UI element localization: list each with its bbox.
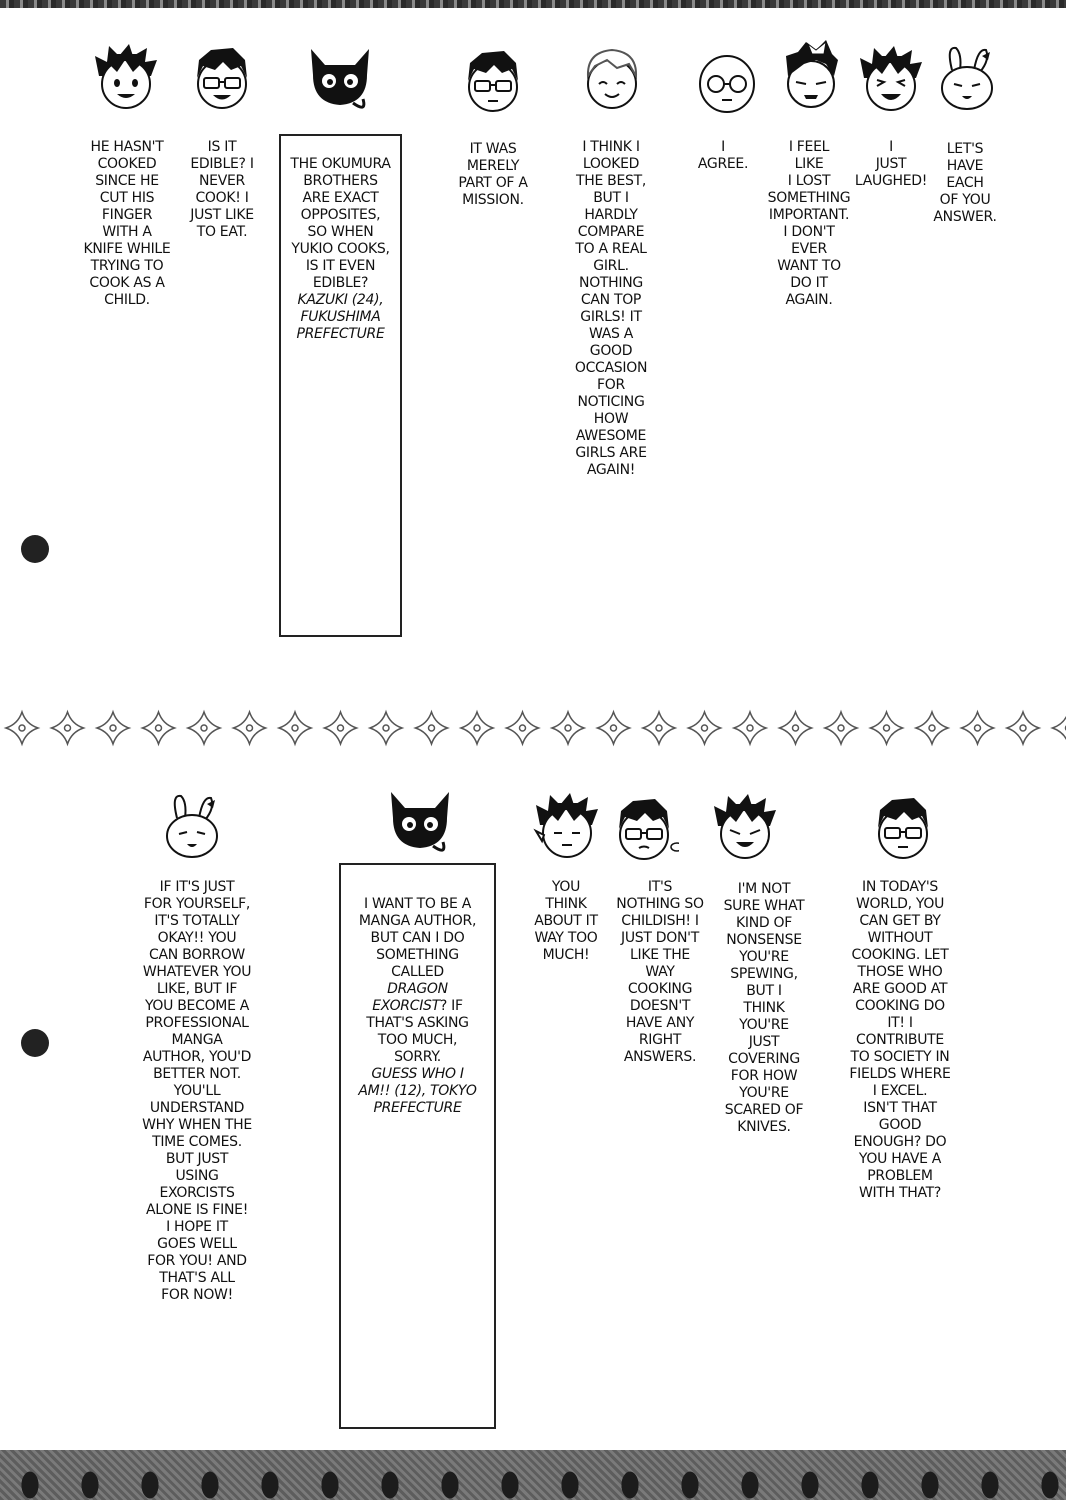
- shima-comment-top: I THINK I LOOKED THE BEST, BUT I HARDLY COMPARE TO A REAL GIRL. NOTHING CAN TOP GIRLS! IT WAS A GOOD OCCASION FOR NOTICING HOW AWESOME GIRLS ARE AGAIN!: [574, 139, 648, 478]
- rin-face-icon: [856, 44, 926, 114]
- ornament-dot: [1020, 725, 1026, 731]
- top-border-strip: [0, 0, 1066, 8]
- ornament-star: [871, 712, 903, 744]
- ornament-star: [643, 712, 675, 744]
- ornament-dot: [747, 725, 753, 731]
- binder-hole-top: [21, 535, 49, 563]
- yukio-face-icon: [458, 45, 528, 115]
- yukio-face-icon: [868, 792, 938, 862]
- binder-hole-bottom: [21, 1029, 49, 1057]
- rin-comment-top: HE HASN'T COOKED SINCE HE CUT HIS FINGER WITH A KNIFE WHILE TRYING TO COOK AS A CHILD.: [83, 139, 171, 308]
- ornament-dot: [565, 725, 571, 731]
- yukio-comment-society: IN TODAY'S WORLD, YOU CAN GET BY WITHOUT COOKING. LET THOSE WHO ARE GOOD AT COOKING DO IT! I CONTRIBUTE TO SOCIETY IN FIELDS WHERE I EXCEL. ISN'T THAT GOOD ENOUGH? DO YOU HAVE A PROBLEM WITH THAT?: [849, 879, 951, 1201]
- ornament-star: [416, 712, 448, 744]
- konekomaru-face-icon: [692, 46, 762, 116]
- ornament-star: [234, 712, 266, 744]
- ornament-star: [734, 712, 766, 744]
- rin-comment-bottom: YOU THINK ABOUT IT WAY TOO MUCH!: [534, 879, 598, 963]
- bunny-comment-top: LET'S HAVE EACH OF YOU ANSWER.: [933, 141, 997, 225]
- yukio-comment-mission: IT WAS MERELY PART OF A MISSION.: [458, 141, 528, 208]
- rin-face-icon: [532, 791, 602, 861]
- reader-credit-bottom: GUESS WHO I AM!! (12), TOKYO PREFECTURE: [358, 1066, 477, 1116]
- ornament-dot: [474, 725, 480, 731]
- ornament-star: [143, 712, 175, 744]
- reader-question-top: [281, 139, 400, 360]
- ornament-dot: [110, 725, 116, 731]
- ornament-dot: [975, 725, 981, 731]
- ornament-dot: [19, 725, 25, 731]
- ornament-star: [279, 712, 311, 744]
- bunny-comment-bottom: IF IT'S JUST FOR YOURSELF, IT'S TOTALLY OKAY!! YOU CAN BORROW WHATEVER YOU LIKE, BUT IF YOU BECOME A PROFESSIONAL MANGA AUTHOR, YOU'D BETTER NOT. YOU'LL UNDERSTAND WHY WHEN THE TIME COMES. BUT JUST USING EXORCISTS ALONE IS FINE! I HOPE IT GOES WELL FOR YOU! AND THAT'S ALL FOR NOW!: [142, 879, 252, 1303]
- rin-face-icon: [710, 792, 780, 862]
- ornament-star: [97, 712, 129, 744]
- ornament-star: [6, 712, 38, 744]
- reader-question-bottom: [341, 879, 494, 1134]
- ornament-star: [370, 712, 402, 744]
- reader-question-bottom-text: I WANT TO BE A MANGA AUTHOR, BUT CAN I DO SOMETHING CALLED: [358, 896, 477, 980]
- bottom-border-band: [0, 1450, 1066, 1500]
- bon-face-icon: [776, 40, 846, 110]
- konekomaru-comment-top: I AGREE.: [697, 139, 749, 172]
- shima-face-icon: [577, 42, 647, 112]
- ornament-dot: [611, 725, 617, 731]
- ornament-dot: [156, 725, 162, 731]
- ornament-dot: [929, 725, 935, 731]
- ornament-star: [689, 712, 721, 744]
- ornament-dot: [884, 725, 890, 731]
- ornament-dot: [793, 725, 799, 731]
- ornament-star: [461, 712, 493, 744]
- ornament-star: [780, 712, 812, 744]
- ornament-dot: [702, 725, 708, 731]
- ornament-dot: [292, 725, 298, 731]
- ornament-star: [52, 712, 84, 744]
- ornament-star: [962, 712, 994, 744]
- reader-credit-top: KAZUKI (24), FUKUSHIMA PREFECTURE: [296, 292, 385, 342]
- ornament-star: [188, 712, 220, 744]
- ornament-star: [1007, 712, 1039, 744]
- ornament-star: [325, 712, 357, 744]
- ornament-dot: [383, 725, 389, 731]
- ornament-dot: [520, 725, 526, 731]
- reader-question-bottom-text2: ? IF THAT'S ASKING TOO MUCH, SORRY.: [366, 998, 469, 1065]
- ornament-star: [1053, 712, 1066, 744]
- kuro-cat-icon: [305, 45, 375, 115]
- ornament-dot: [338, 725, 344, 731]
- ornament-star: [507, 712, 539, 744]
- ornament-star: [825, 712, 857, 744]
- yukio-face-icon: [609, 793, 679, 863]
- reader-question-top-text: THE OKUMURA BROTHERS ARE EXACT OPPOSITES, SO WHEN YUKIO COOKS, IS IT EVEN EDIBLE?: [290, 156, 391, 291]
- kuro-cat-icon: [385, 788, 455, 858]
- ornament-star: [916, 712, 948, 744]
- ornament-star: [552, 712, 584, 744]
- bunny-mascot-icon: [157, 792, 227, 862]
- ornament-dot: [201, 725, 207, 731]
- bon-comment-top: I FEEL LIKE I LOST SOMETHING IMPORTANT. I DON'T EVER WANT TO DO IT AGAIN.: [767, 139, 851, 308]
- ornament-dot: [247, 725, 253, 731]
- ornament-dot: [838, 725, 844, 731]
- bunny-mascot-icon: [932, 44, 1002, 114]
- yukio-comment-top: IS IT EDIBLE? I NEVER COOK! I JUST LIKE TO EAT.: [190, 139, 254, 240]
- yukio-comment-childish: IT'S NOTHING SO CHILDISH! I JUST DON'T LIKE THE WAY COOKING DOESN'T HAVE ANY RIGHT ANSWERS.: [616, 879, 704, 1065]
- ornament-dot: [65, 725, 71, 731]
- ornament-star: [598, 712, 630, 744]
- yukio-face-icon: [187, 42, 257, 112]
- ornament-dot: [656, 725, 662, 731]
- rin-comment-laughed: I JUST LAUGHED!: [854, 139, 928, 189]
- rin-face-icon: [91, 42, 161, 112]
- reader-question-title-ref: DRAGON EXORCIST: [372, 981, 448, 1014]
- ornament-divider: [0, 706, 1066, 750]
- rin-comment-knives: I'M NOT SURE WHAT KIND OF NONSENSE YOU'RE SPEWING, BUT I THINK YOU'RE JUST COVERING FOR HOW YOU'RE SCARED OF KNIVES.: [723, 881, 805, 1135]
- ornament-dot: [429, 725, 435, 731]
